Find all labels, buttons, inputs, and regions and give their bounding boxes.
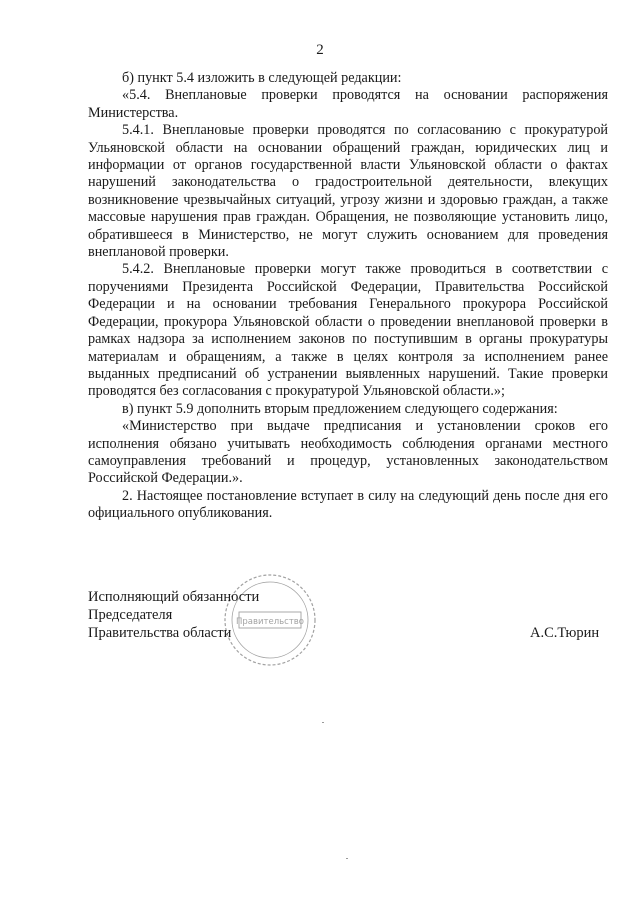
scan-speck	[322, 722, 324, 723]
paragraph-effective-date: 2. Настоящее постановление вступает в силу на следующий день после дня его официального опубликования.	[88, 487, 608, 522]
paragraph-5-9-text: «Министерство при выдаче предписания и установлении сроков его исполнения обязано учитывать необходимость соблюдения органами местного самоуправления требований и процедур, установленных законодательством Российской Федерации.».	[88, 418, 608, 487]
paragraph-5-4-2: 5.4.2. Внеплановые проверки могут также проводиться в соответствии с поручениями Президента Российской Федерации, Правительства Российской Федерации и на основании требования Генерального прокурора Российской Федерации, прокурора Ульяновской области о проведении внеплановой проверки в рамках надзора за исполнением законов по поступившим в органы прокуратуры материалам и обращениям, а также в целях контроля за исполнением ранее выданных предписаний об устранении выявленных нарушений. Такие проверки проводятся без согласования с прокуратурой Ульяновской области.»;	[88, 261, 608, 400]
position-line: Исполняющий обязанности	[88, 589, 260, 605]
paragraph-amend-5-4: б) пункт 5.4 изложить в следующей редакции:	[122, 70, 402, 86]
position-line: Правительства области	[88, 625, 232, 641]
page-number: 2	[316, 42, 324, 58]
signatory-name: А.С.Тюрин	[530, 625, 600, 641]
stamp-label: Правительство	[236, 617, 304, 627]
document-body	[88, 70, 608, 523]
paragraph-5-4-1: 5.4.1. Внеплановые проверки проводятся по согласованию с прокуратурой Ульяновской области на основании обращений граждан, юридических лиц и информации от органов государственной власти Ульяновской области о фактах нарушений законодательства о градостроительной деятельности, влекущих возникновение чрезвычайных ситуаций, угрозу жизни и здоровью граждан, а также массовые нарушения прав граждан. Обращения, не позволяющие установить лицо, обратившееся в Министерство, не могут служить основанием для проведения внеплановой проверки.	[88, 122, 608, 261]
scan-speck	[346, 858, 348, 859]
paragraph-5-4: «5.4. Внеплановые проверки проводятся на основании распоряжения Министерства.	[88, 87, 608, 121]
signature-position	[88, 588, 259, 642]
paragraph-amend-5-9: в) пункт 5.9 дополнить вторым предложением следующего содержания:	[122, 400, 558, 417]
position-line: Председателя	[88, 607, 173, 623]
